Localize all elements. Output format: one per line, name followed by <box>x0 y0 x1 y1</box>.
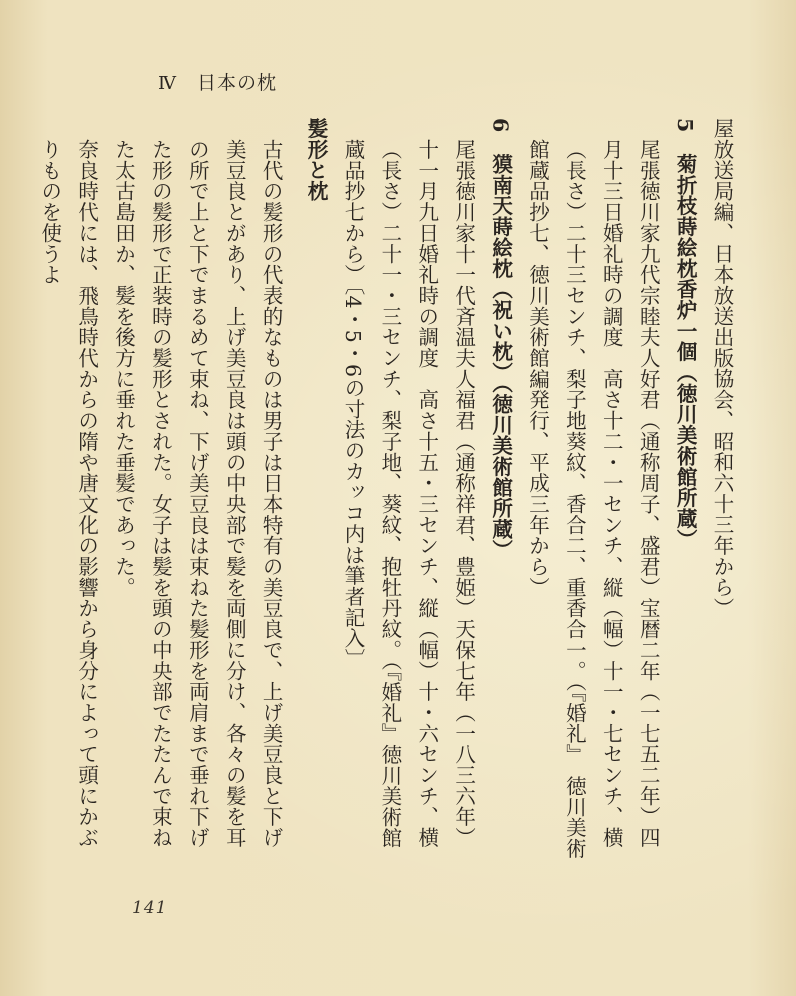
chapter-title: 日本の枕 <box>196 72 277 94</box>
page-number: 141 <box>132 898 168 918</box>
body-paragraph-2: 奈良時代には、飛鳥時代からの隋や唐文化の影響から身分によって頭にかぶりものを使うよ <box>37 138 99 848</box>
body-paragraph-1: 古代の髪形の代表的なものは男子は日本特有の美豆良で、上げ美豆良と下げ美豆良とがあり、上げ美豆良は頭の中央部で髪を両側に分け、各々の髪を耳の所で上と下でまるめて束ね、下げ美豆良は束ねた髪形を両肩まで垂れ下げた形の髪形で正装時の髪形とされた。女子は髪を頭の中央部でたたんで束ねた太古島田か、髪を後方に垂れた垂髪であった。 <box>111 138 284 848</box>
citation-continuation: 屋放送局編、日本放送出版協会、昭和六十三年から） <box>710 118 734 619</box>
vertical-body-text <box>37 118 740 864</box>
section-heading: 髪形と枕 <box>304 118 329 202</box>
running-header <box>158 68 277 95</box>
item-6-description: 尾張徳川家十一代斉温夫人福君（通称祥君、豊姫）天保七年（一八三六年）十一月九日婚礼時の調度 高さ十五・三センチ、縦（幅）十・六センチ、横（長さ）二十一・三センチ、梨子地、葵紋、抱牡丹紋。（『婚礼』徳川美術館蔵品抄七から）〔4・5・6の寸法のカッコ内は筆者記入〕 <box>340 138 476 848</box>
item-6-title: 6 獏南天蒔絵枕（祝い枕）（徳川美術館所蔵） <box>488 118 513 561</box>
chapter-number: Ⅳ <box>158 73 177 94</box>
item-5-title: 5 菊折枝蒔絵枕香炉一個（徳川美術館所蔵） <box>673 118 698 550</box>
item-5-description: 尾張徳川家九代宗睦夫人好君（通称周子、盛君）宝暦二年（一七五二年）四月十三日婚礼時の調度 高さ十二・一センチ、縦（幅）十一・七センチ、横（長さ）二十三センチ、梨子地葵紋、香合二、重香合一。（『婚礼』 徳川美術館蔵品抄七、徳川美術館編発行、平成三年から） <box>525 138 661 859</box>
